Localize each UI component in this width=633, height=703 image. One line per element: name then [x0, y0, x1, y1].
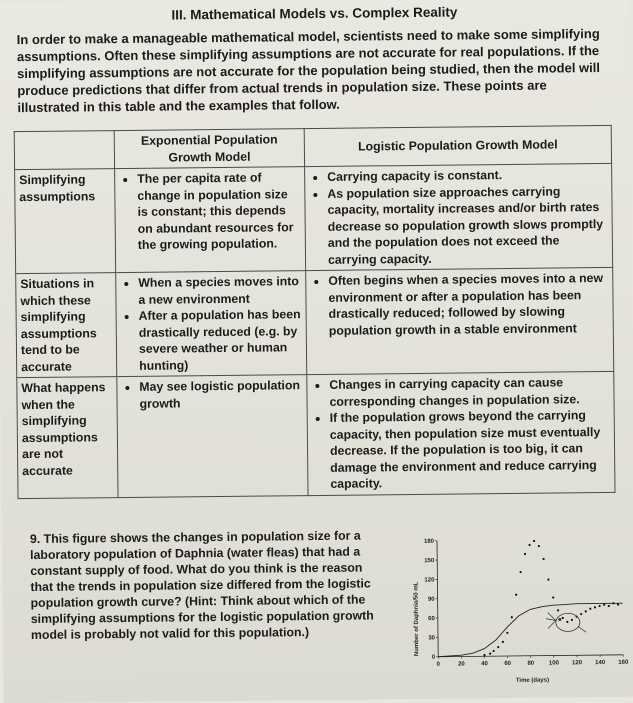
intro-line: simplifying assumptions are not accurate for the population being studied, then the model will — [17, 59, 609, 82]
bullet-item: • May see logistic population growth — [139, 377, 302, 412]
data-point — [538, 545, 540, 547]
daphnia-eye-icon — [558, 618, 561, 621]
row-label: What happens when the simplifying assumptions are not accurate — [17, 377, 118, 499]
y-tick-label: 0 — [432, 655, 436, 661]
y-tick-label: 150 — [424, 558, 435, 564]
intro-line: produce predictions that differ from actual trends in population size. These points are — [17, 76, 609, 99]
y-axis-label: Number of Daphnia/50 mL — [413, 581, 420, 656]
x-tick-label: 120 — [572, 660, 583, 666]
table-row — [17, 371, 615, 498]
data-point — [594, 606, 596, 608]
table-row — [16, 267, 614, 377]
x-tick-label: 140 — [595, 660, 606, 666]
bullet-item: • The per capita rate of change in population size is constant; this depends on abundant resources for the growing population. — [137, 169, 301, 253]
section-title: III. Mathematical Models vs. Complex Reality — [171, 5, 457, 23]
x-tick-label: 160 — [618, 660, 629, 666]
data-point — [533, 540, 535, 542]
data-point — [528, 544, 530, 546]
header-logistic: Logistic Population Growth Model — [304, 125, 611, 166]
logistic-cell — [305, 163, 613, 270]
intro-paragraph — [17, 25, 610, 116]
daphnia-antenna-icon — [546, 613, 556, 629]
data-point — [542, 558, 544, 560]
header-exponential: Exponential Population Growth Model — [114, 129, 304, 169]
x-tick-label: 20 — [458, 661, 465, 667]
data-point — [511, 616, 513, 618]
bullet-item: • Often begins when a species moves into a new environment or after a population has been drastically reduced; followed by slowing population growth in a stable environment — [328, 270, 609, 339]
intro-line: assumptions. Often these simplifying assumptions are not accurate for real populations. If the — [17, 42, 609, 65]
intro-line: In order to make a manageable mathematical model, scientists need to make some simplifying — [17, 25, 609, 48]
data-point — [589, 608, 591, 610]
y-tick-label: 90 — [428, 597, 435, 603]
bullet-item: • After a population has been drastically reduced (e.g. by severe weather or human hunting) — [139, 306, 303, 374]
y-tick-label: 120 — [424, 577, 435, 583]
data-point — [566, 621, 568, 623]
data-point — [520, 571, 522, 573]
row-label: Situations in which these simplifying assumptions tend to be accurate — [16, 273, 117, 378]
x-axis-label: Time (days) — [516, 678, 549, 684]
data-point — [493, 650, 495, 652]
bullet-item: • When a species moves into a new environment — [138, 273, 301, 308]
y-tick-label: 60 — [428, 616, 435, 622]
x-tick-label: 40 — [481, 661, 488, 667]
bullet-item: • Carrying capacity is constant. — [327, 166, 607, 185]
y-tick-label: 180 — [424, 539, 435, 545]
models-table — [14, 125, 616, 499]
data-point — [483, 654, 485, 656]
table-row — [15, 163, 613, 273]
daphnia-drawing — [546, 612, 586, 632]
y-tick-label: 30 — [428, 635, 435, 641]
data-point — [585, 610, 587, 612]
daphnia-tail-icon — [578, 626, 586, 632]
data-point — [547, 578, 549, 580]
exponential-cell — [115, 167, 306, 273]
daphnia-chart — [407, 527, 631, 687]
header-blank — [14, 131, 114, 170]
row-label: Simplifying assumptions — [15, 169, 116, 274]
data-point — [580, 613, 582, 615]
data-point — [515, 594, 517, 596]
logistic-curve-group — [438, 603, 624, 657]
logistic-cell — [307, 371, 615, 495]
data-point — [497, 646, 499, 648]
data-point — [571, 619, 573, 621]
data-point — [552, 596, 554, 598]
data-point — [489, 652, 491, 654]
intro-line: illustrated in this table and the examples that follow. — [17, 93, 609, 116]
x-tick-label: 100 — [549, 660, 560, 666]
bullet-item: • If the population grows beyond the carrying capacity, then population size must eventually decrease. If the population is too big, it can damage the environment and reduce carrying capacity. — [330, 407, 611, 492]
data-point — [617, 603, 619, 605]
x-tick-label: 60 — [504, 661, 511, 667]
exponential-cell — [117, 375, 308, 497]
data-point — [608, 605, 610, 607]
bullet-item: • As population size approaches carrying capacity, mortality increases and/or birth rates decrease so population growth slows promptly and the population does not exceed the carrying capacity. — [327, 182, 608, 267]
question-9: 9. This figure shows the changes in population size for a laboratory population of Daphnia (water fleas) that had a constant supply of food. What do you think is the reason that the trends in population size differed from the logistic population growth curve? (Hint: Think about which of the simplifying assumptions for the logistic population growth model is probably not valid for this population.) — [30, 527, 381, 643]
data-point — [524, 553, 526, 555]
data-point — [502, 641, 504, 643]
data-points-group — [482, 539, 620, 656]
x-tick-label: 0 — [437, 662, 441, 668]
x-tick-label: 80 — [527, 661, 534, 667]
bullet-item: • Changes in carrying capacity can cause corresponding changes in population size. — [329, 374, 609, 410]
exponential-cell — [116, 271, 307, 377]
data-point — [562, 617, 564, 619]
logistic-curve-line — [438, 603, 624, 657]
data-point — [612, 602, 614, 604]
data-point — [557, 609, 559, 611]
data-point — [603, 604, 605, 606]
logistic-cell — [306, 267, 614, 374]
data-point — [598, 605, 600, 607]
daphnia-figure — [407, 527, 631, 687]
table-header-row — [14, 125, 611, 169]
chart-axes — [424, 537, 629, 668]
data-point — [506, 632, 508, 634]
